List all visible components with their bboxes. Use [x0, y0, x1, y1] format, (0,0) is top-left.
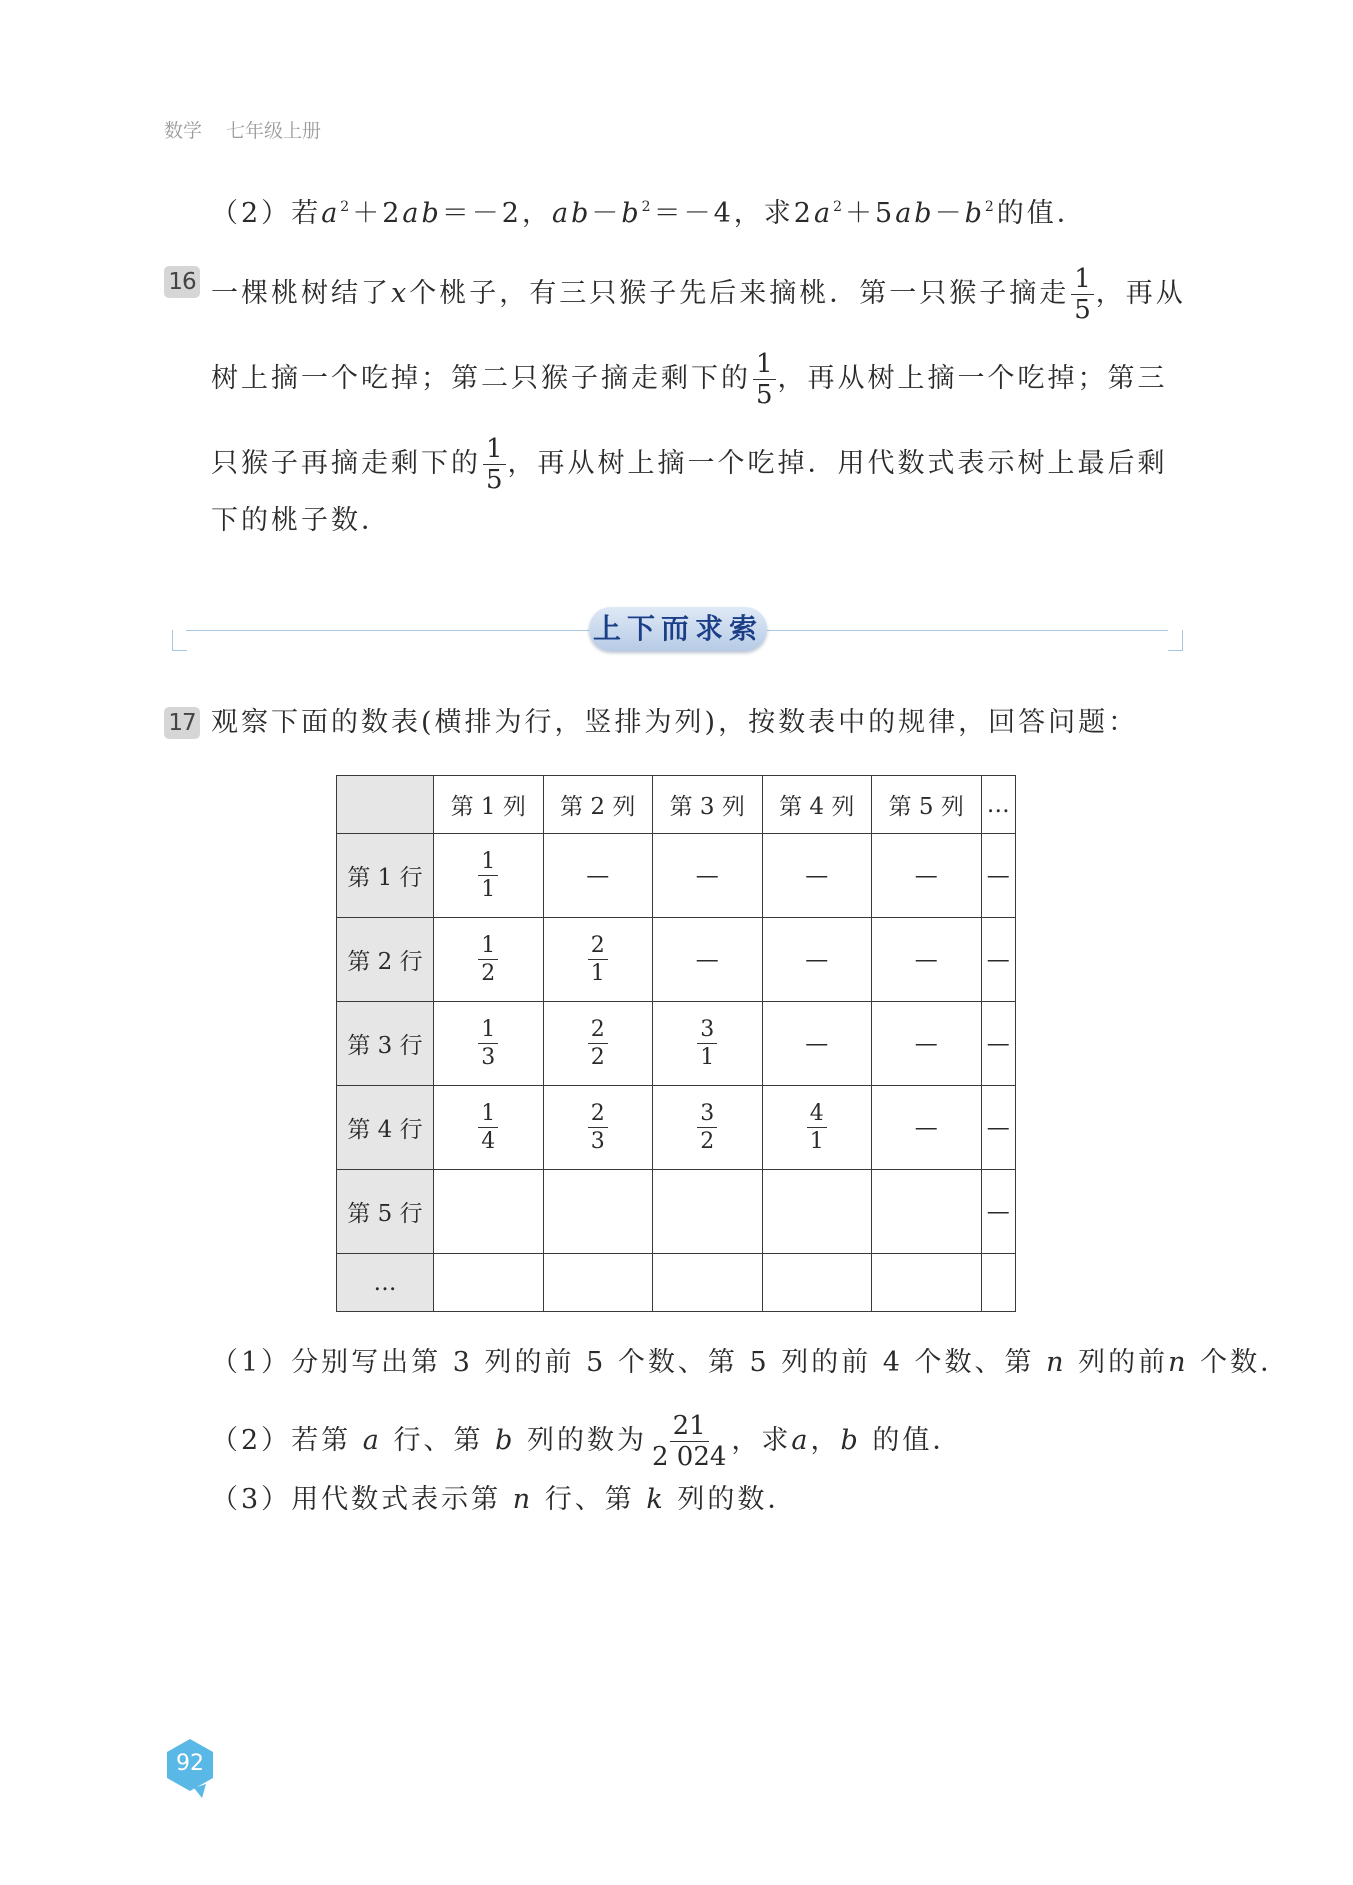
banner-rule-left [186, 630, 590, 631]
column-header: 第 3 列 [653, 776, 763, 834]
table-cell: — [653, 834, 763, 918]
row-header: 第 2 行 [337, 918, 434, 1002]
fraction-one-fifth: $\frac{1}{5}$ [753, 349, 776, 410]
table-cell: — [872, 918, 982, 1002]
q16-line-3: 只猴子再摘走剩下的 $\frac{1}{5}$ ，再从树上摘一个吃掉．用代数式表示树上最后剩 [211, 434, 1168, 495]
q16-line-2: 树上摘一个吃掉；第二只猴子摘走剩下的 $\frac{1}{5}$ ，再从树上摘一个吃掉；第三 [211, 349, 1168, 410]
banner-corner-right [1168, 630, 1183, 651]
fraction-one-fifth: $\frac{1}{5}$ [1071, 264, 1094, 325]
part-label: （2） [211, 198, 292, 229]
table-cell [872, 1254, 982, 1312]
question-number-17: 17 [164, 707, 200, 739]
table-cell [434, 1254, 544, 1312]
q17-part2: （2）若第 a 行、第 b 列的数为 $\frac{21}{2 024}$ ，求a，b 的值． [211, 1411, 963, 1472]
row-header: 第 1 行 [337, 834, 434, 918]
q16-line-1: 一棵桃树结了x个桃子，有三只猴子先后来摘桃．第一只猴子摘走 $\frac{1}{5}$ ，再从 [211, 264, 1186, 325]
header-grade: 七年级上册 [226, 120, 322, 142]
q15-part2: （2）若$a^2+2ab=-2$，$ab-b^2=-4$，求$2a^2+5ab-b^2$的值． [211, 198, 1087, 229]
table-cell [872, 1170, 982, 1254]
table-cell [653, 1254, 763, 1312]
table-cell: $\frac{3}{1}$ [653, 1002, 763, 1086]
header-subject: 数学 [164, 120, 203, 142]
page-number: 92 [176, 1751, 204, 1776]
page-number-badge [164, 1738, 216, 1794]
table-cell: — [762, 918, 872, 1002]
column-header: 第 4 列 [762, 776, 872, 834]
table-cell: — [872, 1086, 982, 1170]
number-table [336, 775, 1016, 1312]
banner-rule-right [767, 630, 1168, 631]
table-cell: — [981, 834, 1016, 918]
table-cell: — [981, 918, 1016, 1002]
table-cell: $\frac{1}{1}$ [434, 834, 544, 918]
table-cell: $\frac{1}{4}$ [434, 1086, 544, 1170]
column-header: 第 2 列 [543, 776, 653, 834]
section-banner: 上下而求索 [589, 607, 767, 651]
table-cell: $\frac{1}{3}$ [434, 1002, 544, 1086]
table-cell [762, 1254, 872, 1312]
table-cell: — [762, 1002, 872, 1086]
table-cell: $\frac{1}{2}$ [434, 918, 544, 1002]
table-cell: — [981, 1170, 1016, 1254]
table-cell: $\frac{4}{1}$ [762, 1086, 872, 1170]
table-cell [434, 1170, 544, 1254]
table-cell [543, 1254, 653, 1312]
table-cell: $\frac{3}{2}$ [653, 1086, 763, 1170]
table-cell: — [981, 1002, 1016, 1086]
table-cell: — [872, 834, 982, 918]
table-cell: $\frac{2}{3}$ [543, 1086, 653, 1170]
running-header [164, 116, 321, 143]
column-header: 第 1 列 [434, 776, 544, 834]
table-corner [337, 776, 434, 834]
q17-part1: （1）分别写出第 3 列的前 5 个数、第 5 列的前 4 个数、第 n 列的前n 个数． [211, 1347, 1291, 1378]
row-header: 第 5 行 [337, 1170, 434, 1254]
table-cell: $\frac{2}{1}$ [543, 918, 653, 1002]
table-cell [543, 1170, 653, 1254]
fraction-one-fifth: $\frac{1}{5}$ [483, 434, 506, 495]
table-cell: — [543, 834, 653, 918]
table-cell [653, 1170, 763, 1254]
row-header: 第 4 行 [337, 1086, 434, 1170]
question-number-16: 16 [164, 266, 200, 298]
table-cell [981, 1254, 1016, 1312]
column-header: 第 5 列 [872, 776, 982, 834]
table-cell: $\frac{2}{2}$ [543, 1002, 653, 1086]
row-header: … [337, 1254, 434, 1312]
q16-line-4: 下的桃子数． [211, 505, 391, 536]
fraction-21-over-2024: $\frac{21}{2 024}$ [651, 1411, 727, 1472]
table-cell: — [762, 834, 872, 918]
table-cell: — [981, 1086, 1016, 1170]
table-cell: — [653, 918, 763, 1002]
table-cell [762, 1170, 872, 1254]
row-header: 第 3 行 [337, 1002, 434, 1086]
banner-corner-left [172, 630, 187, 651]
q17-intro: 观察下面的数表(横排为行，竖排为列)，按数表中的规律，回答问题： [211, 707, 1139, 738]
table-cell: — [872, 1002, 982, 1086]
column-header: … [981, 776, 1016, 834]
q17-part3: （3）用代数式表示第 n 行、第 k 列的数． [211, 1484, 798, 1515]
